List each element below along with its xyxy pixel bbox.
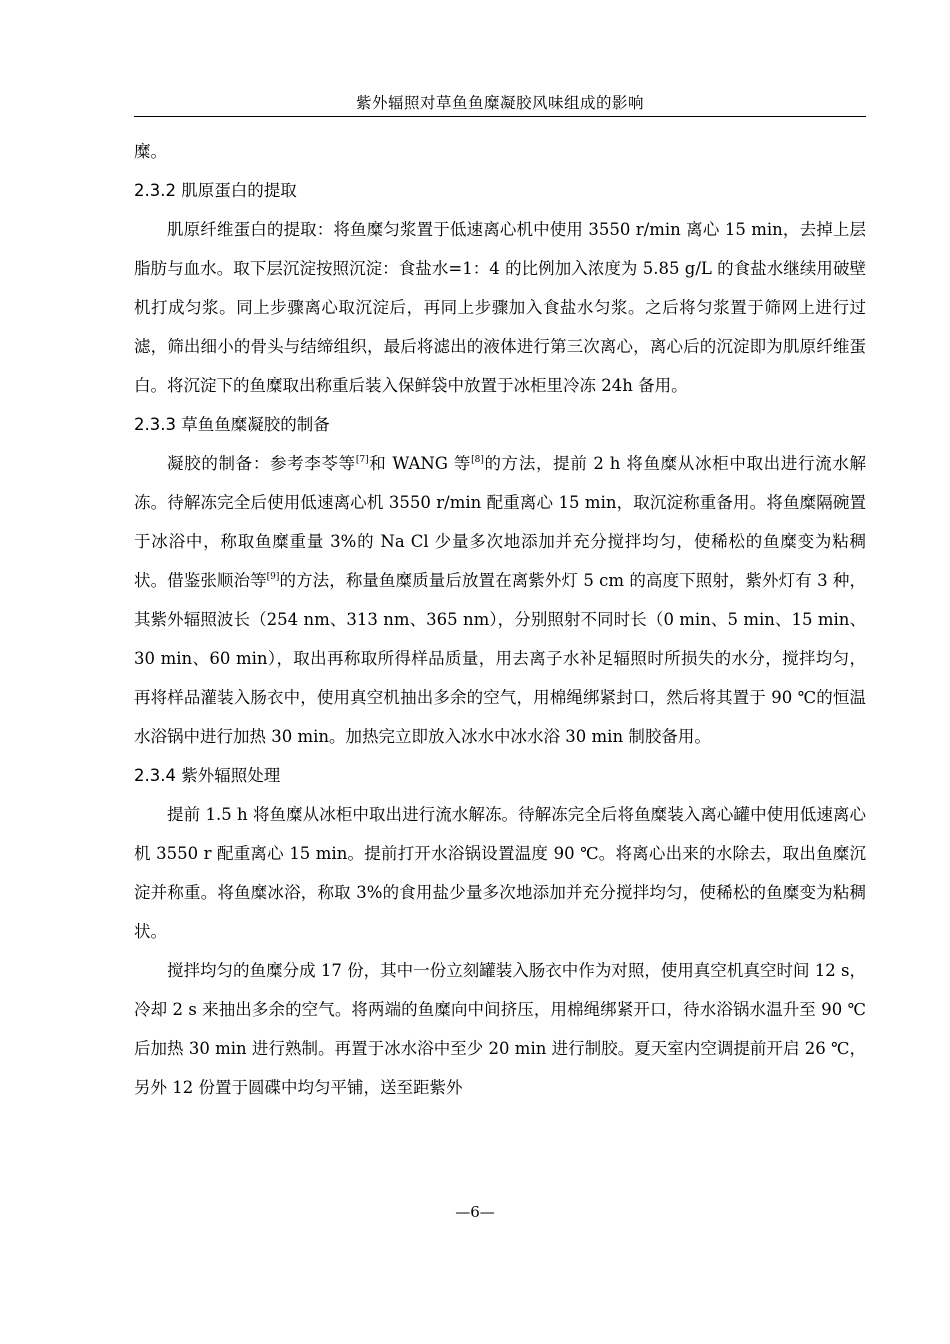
paragraph-continuation: 糜。 [134,142,167,161]
text-run: 的方法，称量鱼糜质量后放置在离紫外灯 5 cm 的高度下照射，紫外灯有 3 种，其紫外辐照波长（254 nm、313 nm、365 nm），分别照射不同时长（0 min、5 min、15 min、30 min、60 min），取出再称取所得样品质量，用去离子水补足辐照时所损失的水分，搅拌均匀，再将样品灌装入肠衣中，使用真空机抽出多余的空气，用棉绳绑紧封口，然后将其置于 90 ℃的恒温水浴锅中进行加热 30 min。加热完立即放入冰水中冰水浴 30 min 制胶备用。 [134,571,867,746]
paragraph-gel-preparation [134,444,866,756]
section-heading-2-3-2: 2.3.2 肌原蛋白的提取 [134,181,297,200]
document-body [134,132,866,1107]
text-run: 和 WANG 等 [368,454,472,473]
paragraph-uv-treatment-1: 提前 1.5 h 将鱼糜从冰柜中取出进行流水解冻。待解冻完全后将鱼糜装入离心罐中使用低速离心机 3550 r 配重离心 15 min。提前打开水浴锅设置温度 90 ℃。将离心出来的水除去，取出鱼糜沉淀并称重。将鱼糜冰浴，称取 3%的食用盐少量多次地添加并充分搅拌均匀，使稀松的鱼糜变为粘稠状。 [134,805,866,941]
page-number: —6— [455,1203,495,1221]
paragraph-myofibrillar-extraction: 肌原纤维蛋白的提取：将鱼糜匀浆置于低速离心机中使用 3550 r/min 离心 15 min，去掉上层脂肪与血水。取下层沉淀按照沉淀：食盐水=1：4 的比例加入浓度为 5.85 g/L 的食盐水继续用破壁机打成匀浆。同上步骤离心取沉淀后，再同上步骤加入食盐水匀浆。之后将匀浆置于筛网上进行过滤，筛出细小的骨头与结缔组织，最后将滤出的液体进行第三次离心，离心后的沉淀即为肌原纤维蛋白。将沉淀下的鱼糜取出称重后装入保鲜袋中放置于冰柜里冷冻 24h 备用。 [134,220,866,395]
section-heading-2-3-3: 2.3.3 草鱼鱼糜凝胶的制备 [134,415,330,434]
citation-ref-8: [8] [471,455,484,465]
running-header: 紫外辐照对草鱼鱼糜凝胶风味组成的影响 [134,91,866,117]
text-run: 的方法，提前 2 h 将鱼糜从冰柜中取出进行流水解冻。待解冻完全后使用低速离心机 3550 r/min 配重离心 15 min，取沉淀称重备用。将鱼糜隔碗置于冰浴中，称取鱼糜重量 3%的 Na Cl 少量多次地添加并充分搅拌均匀，使稀松的鱼糜变为粘稠状。借鉴张顺治等 [134,454,867,590]
paragraph-uv-treatment-2: 搅拌均匀的鱼糜分成 17 份，其中一份立刻罐装入肠衣中作为对照，使用真空机真空时间 12 s，冷却 2 s 来抽出多余的空气。将两端的鱼糜向中间挤压，用棉绳绑紧开口，待水浴锅水温升至 90 ℃后加热 30 min 进行熟制。再置于冰水浴中至少 20 min 进行制胶。夏天室内空调提前开启 26 ℃，另外 12 份置于圆碟中均匀平铺，送至距紫外 [134,961,866,1097]
section-heading-2-3-4: 2.3.4 紫外辐照处理 [134,766,281,785]
citation-ref-7: [7] [355,455,369,465]
citation-ref-9: [9] [266,572,280,582]
text-run: 凝胶的制备：参考李苓等 [167,454,356,473]
